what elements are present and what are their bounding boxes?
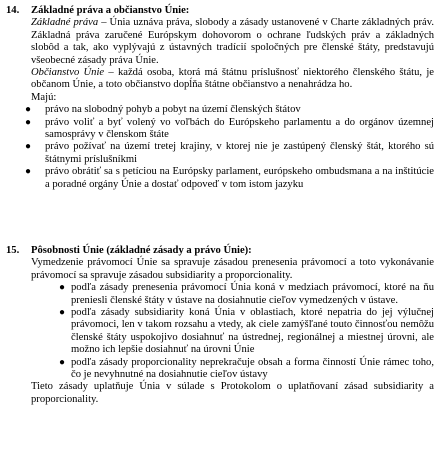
section-14-title: Základné práva a občianstvo Únie:	[31, 5, 190, 16]
rights-intro: Majú:	[31, 91, 57, 103]
list-item	[25, 116, 434, 142]
citizenship-text: – každá osoba, ktorá má štátnu príslušnosť niektorého členského štátu, je občanom Únie, a toto občianstvo dopĺňa štátne občianstvo a nenahrádza ho.	[31, 67, 434, 91]
list-item-text: právo na slobodný pohyb a pobyt na území členských štátov	[45, 104, 301, 116]
rights-list	[25, 104, 434, 191]
bullet-icon: ●	[25, 116, 32, 128]
bullet-icon: ●	[25, 104, 32, 116]
list-item	[31, 307, 434, 357]
section-14-heading	[6, 5, 434, 17]
bullet-icon: ●	[59, 282, 66, 294]
list-item	[31, 357, 434, 382]
list-item	[25, 141, 434, 166]
principles-list	[31, 282, 434, 381]
list-item	[25, 104, 434, 116]
section-14-body	[25, 17, 434, 191]
section-15-title: Pôsobnosti Únie (základné zásady a právo Únie):	[31, 245, 252, 256]
citizenship-paragraph	[31, 67, 434, 92]
closing-paragraph: Tieto zásady uplatňuje Únia v súlade s Protokolom o uplatňovaní zásad subsidiarity a proporcionality.	[31, 381, 434, 405]
section-15-heading	[6, 245, 434, 257]
list-item-text: právo požívať na území tretej krajiny, v ktorej nie je zastúpený členský štát, ktorého sú štátnymi príslušníkmi	[45, 141, 434, 165]
fundamental-rights-text: – Únia uznáva práva, slobody a zásady ustanovené v Charte základných práv. Základná práva zaručené Európskym dohovorom o ochrane ľudských práv a základných slobôd a tak, ako vyplývajú z ústavných tradícií spoločných pre členské štáty, predstavujú všeobecné zásady práva Únie.	[31, 17, 434, 66]
competences-intro: Vymedzenie právomocí Únie sa spravuje zásadou prenesenia právomocí a toto vykonávanie právomocí sa spravuje zásadou subsidiarity a proporcionality.	[31, 257, 434, 281]
section-15	[6, 245, 434, 406]
bullet-icon: ●	[59, 307, 66, 319]
list-item	[31, 282, 434, 307]
citizenship-term: Občianstvo Únie	[31, 67, 105, 79]
list-item-text: podľa zásady prenesenia právomocí Únia koná v medziach právomocí, ktoré na ňu preniesli členské štáty v ústave na dosiahnutie cieľov vymedzených v ústave.	[71, 282, 434, 306]
bullet-icon: ●	[59, 356, 66, 368]
section-14	[6, 5, 434, 191]
list-item-text: podľa zásady subsidiarity koná Únia v oblastiach, ktoré nepatria do jej výlučnej právomoci, len v takom rozsahu a vtedy, ak ciele zamýšľané touto činnosťou nemôžu členské štáty uspokojivo dosiahnuť na ústrednej, regionálnej a miestnej úrovni, ale možno ich lepšie dosiahnuť na úrovni Únie	[71, 307, 434, 356]
fundamental-rights-paragraph	[31, 17, 434, 67]
bullet-icon: ●	[25, 141, 32, 153]
list-item	[25, 166, 434, 191]
section-14-number: 14.	[6, 5, 20, 16]
section-15-body	[31, 257, 434, 406]
section-15-number: 15.	[6, 245, 20, 256]
list-item-text: podľa zásady proporcionality neprekračuje obsah a forma činností Únie rámec toho, čo je nevyhnutné na dosiahnutie cieľov ústavy	[71, 356, 434, 381]
fundamental-rights-term: Základné práva	[31, 17, 99, 29]
bullet-icon: ●	[25, 166, 32, 178]
list-item-text: právo obrátiť sa s petíciou na Európsky parlament, európskeho ombudsmana a na inštitúcie a poradné orgány Únie a dostať odpoveď v tom istom jazyku	[45, 166, 434, 190]
list-item-text: právo voliť a byť volený vo voľbách do Európskeho parlamentu a do orgánov územnej samosprávy v členskom štáte	[45, 116, 434, 141]
